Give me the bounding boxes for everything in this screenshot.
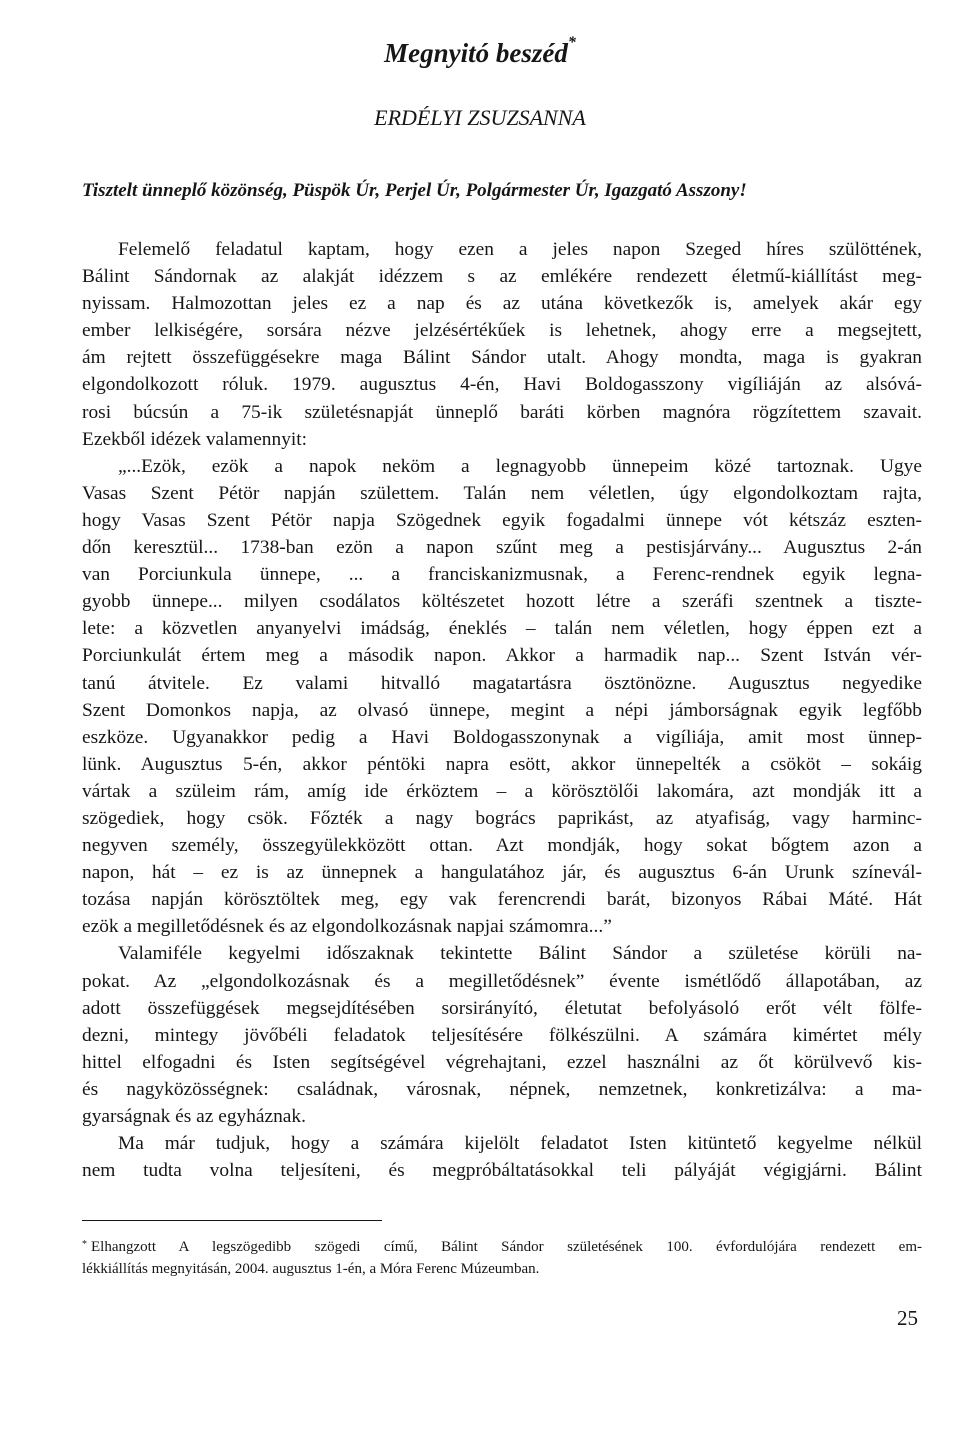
quote-line: hogy Vasas Szent Pétör napja Szögednek egyik fogadalmi ünnepe vót kétszáz eszten- xyxy=(82,509,922,531)
footnote-line xyxy=(82,1236,922,1258)
body-line: pokat. Az „elgondolkozásnak és a megilletődésnek” évente ismétlődő állapotában, az xyxy=(82,970,922,992)
body-line: Ma már tudjuk, hogy a számára kijelölt feladatot Isten kitüntető kegyelme nélkül xyxy=(118,1133,922,1155)
author-name: ERDÉLYI ZSUZSANNA xyxy=(374,105,586,130)
quote-line: ezök a megilletődésnek és az elgondolkozásnak napjai számomra...” xyxy=(82,916,612,938)
quote-line: negyven személy, összegyülekközött ottan. Azt mondják, hogy sokat bőgtem azon a xyxy=(82,835,922,857)
footnote-line: lékkiállítás megnyitásán, 2004. augusztus 1-én, a Móra Ferenc Múzeumban. xyxy=(82,1261,540,1277)
body-line: adott összefüggések megsejdítésében sorsirányító, életutat befolyásoló erőt vélt fölfe- xyxy=(82,997,922,1019)
quote-line: eszköze. Ugyanakkor pedig a Havi Boldogasszonynak a vigíliája, amit most ünnep- xyxy=(82,726,922,748)
quote-line: lete: a közvetlen anyanyelvi imádság, éneklés – talán nem véletlen, hogy éppen ezt a xyxy=(82,618,922,640)
quote-line: dőn keresztül... 1738-ban ezön a napon szűnt meg a pestisjárvány... Augusztus 2-án xyxy=(82,537,922,559)
body-line: és nagyközösségnek: családnak, városnak, népnek, nemzetnek, konkretizálva: a ma- xyxy=(82,1078,922,1100)
salutation: Tisztelt ünneplő közönség, Püspök Úr, Perjel Úr, Polgármester Úr, Igazgató Asszony! xyxy=(82,180,747,201)
body-line: Ezekből idézek valamennyit: xyxy=(82,428,308,450)
body-line: dezni, mintegy jövőbéli feladatok teljesítésére fölkészülni. A számára kimértet mély xyxy=(82,1024,922,1046)
quote-line: tanú átvitele. Ez valami hitvalló magatartásra ösztönözne. Augusztus negyedike xyxy=(82,672,922,694)
quote-line: van Porciunkula ünnepe, ... a franciskanizmusnak, a Ferenc-rendnek egyik legna- xyxy=(82,564,922,586)
quote-line: tozása napján körösztöltek meg, egy vak ferencrendi barát, bizonyos Rábai Máté. Hát xyxy=(82,889,922,911)
page-number: 25 xyxy=(897,1306,918,1330)
footnote-mark: * xyxy=(82,1239,87,1250)
body-line: elgondolkozott róluk. 1979. augusztus 4-én, Havi Boldogasszony vigíliáján az alsóvá- xyxy=(82,374,922,396)
footnote-divider xyxy=(82,1220,382,1221)
quote-line: gyobb ünnepe... milyen csodálatos költészetet hozott létre a szeráfi szentnek a tiszte- xyxy=(82,591,922,613)
body-line: nyissam. Halmozottan jeles ez a nap és az utána következők is, amelyek akár egy xyxy=(82,293,922,315)
quote-line: Vasas Szent Pétör napján születtem. Talán nem véletlen, úgy elgondolkoztam rajta, xyxy=(82,482,922,504)
body-line: ám rejtett összefüggésekre maga Bálint Sándor utalt. Ahogy mondta, maga is gyakran xyxy=(82,347,922,369)
quote-line: napon, hát – ez is az ünnepnek a hangulatához jár, és augusztus 6-án Urunk színevál- xyxy=(82,862,922,884)
body-line: ember lelkiségére, sorsára nézve jelzésértékűek is lehetnek, ahogy erre a megsejtett, xyxy=(82,320,922,342)
quote-line: vártak a szüleim rám, amíg ide érköztem – a körösztölői lakomára, azt mondják itt a xyxy=(82,780,922,802)
body-line: Valamiféle kegyelmi időszaknak tekintette Bálint Sándor a születése körüli na- xyxy=(118,943,922,965)
body-line: nem tudta volna teljesíteni, és megpróbáltatásokkal teli pályáját végigjárni. Bálint xyxy=(82,1160,922,1182)
quote-line: Porciunkulát értem meg a második napon. Akkor a harmadik nap... Szent István vér- xyxy=(82,645,922,667)
body-text xyxy=(82,236,922,1184)
body-line: Felemelő feladatul kaptam, hogy ezen a jeles napon Szeged híres szülöttének, xyxy=(118,239,922,260)
page-title xyxy=(0,34,960,69)
body-line: gyarságnak és az egyháznak. xyxy=(82,1106,306,1127)
quote-line: „...Ezök, ezök a napok neköm a legnagyobb ünnepeim közé tartoznak. Ugye xyxy=(118,455,922,477)
footnote-text: Elhangzott A legszögedibb szögedi című, Bálint Sándor születésének 100. évfordulójára rendezett em- xyxy=(91,1239,922,1255)
body-line: hittel elfogadni és Isten segítségével végrehajtani, ezzel használni az őt körülvevő kis- xyxy=(82,1051,922,1073)
body-line: rosi búcsún a 75-ik születésnapját ünneplő baráti körben magnóra rögzítettem szavait. xyxy=(82,401,922,423)
title-text: Megnyitó beszéd xyxy=(384,38,568,68)
quote-line: szögediek, hogy csök. Főzték a nagy bogrács paprikást, az atyafiság, vagy harminc- xyxy=(82,807,922,829)
footnote xyxy=(82,1236,922,1280)
body-line: Bálint Sándornak az alakját idézzem s az emlékére rendezett életmű-kiállítást meg- xyxy=(82,266,922,288)
quote-line: Szent Domonkos napja, az olvasó ünnepe, megint a népi jámborságnak egyik legfőbb xyxy=(82,699,922,721)
quote-line: lünk. Augusztus 5-én, akkor péntöki napra esött, akkor ünnepelték a csököt – sokáig xyxy=(82,753,922,775)
title-footnote-mark: * xyxy=(567,34,576,51)
